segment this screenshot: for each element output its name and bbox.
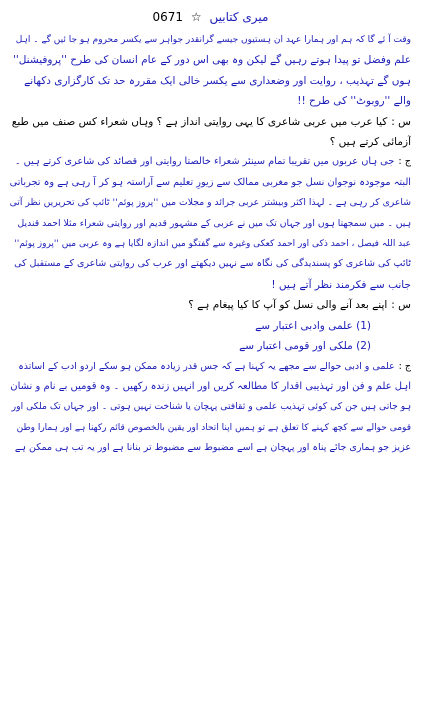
page-number: 0671 (152, 10, 184, 24)
document-body (10, 30, 411, 459)
line-text: ہو جاتی ہیں جن کی کوئی تہذیب علمی و ثقافتی پہچان یا شناخت نہیں ہوتی ۔ اور جہاں تک ملکی اور (11, 401, 411, 413)
text-line (10, 71, 411, 91)
text-line (10, 357, 411, 377)
question-block (10, 112, 411, 153)
text-line (10, 295, 411, 315)
text-line (10, 91, 411, 111)
question-label: س : (391, 115, 411, 128)
answer-block (10, 152, 411, 295)
line-text: کیا عرب میں عربی شاعری کا یہی روایتی انداز ہے ؟ وہاں شعراء کس صنف میں طبع (11, 115, 388, 128)
text-line (10, 132, 411, 152)
line-text: اپنے بعد آنے والی نسل کو آپ کا کیا پیغام ہے ؟ (188, 299, 388, 312)
book-title: میری کتابیں (209, 10, 269, 24)
star-icon: ☆ (190, 10, 202, 24)
text-line (10, 254, 411, 274)
answer-block (10, 357, 411, 459)
text-line (10, 418, 411, 438)
line-text: عزیز جو ہماری جائے پناہ اور پہچان ہے اسے مضبوط سے مضبوط تر بنانا ہے اور یہ تب ہی ممکن ہے (14, 442, 411, 454)
text-line (10, 193, 411, 213)
line-text: (1) علمی وادبی اعتبار سے (255, 319, 371, 332)
answer-label: ج : (398, 156, 411, 168)
question-label: س : (391, 299, 411, 312)
text-line (10, 336, 411, 356)
line-text: (2) ملکی اور قومی اعتبار سے (239, 340, 371, 353)
line-text: ٹائپ کی شاعری کو پسندیدگی کی نگاہ سے نہیں دیکھتے اور عرب کی روایتی شاعری کے مستقبل کی (14, 258, 411, 270)
line-text: علمی و ادبی حوالے سے مجھے یہ کہنا ہے کہ جس قدر زیادہ ممکن ہو سکے اردو ادب کے اساتذہ (18, 360, 395, 372)
option-item (10, 336, 411, 356)
text-line (10, 112, 411, 132)
option-item (10, 316, 411, 336)
text-line (10, 275, 411, 295)
text-line (10, 397, 411, 417)
line-text: ہوں گے تہذیب ، روایت اور وضعداری سے یکسر خالی ایک مقررہ حد تک کارگزاری دکھانے (24, 74, 411, 87)
line-text: والے ''روبوٹ'' کی طرح !! (297, 95, 411, 108)
line-text: عبد اللہ فیصل ، احمد ذکی اور احمد کعکی وغیرہ سے گفتگو میں اندازہ لگایا ہے وہ عربی میں ''پروز پوئم'' (14, 239, 411, 250)
line-text: البتہ موجودہ نوجوان نسل جو مغربی ممالک سے زیورِ تعلیم سے آراستہ ہو کر آ رہی ہے وہ تجرباتی (10, 176, 411, 188)
text-paragraph (10, 30, 411, 112)
line-text: قومی حوالے سے کچھ کہنے کا تعلق ہے تو ہمیں اپنا اتحاد اور یقین بالخصوص قائم رکھنا ہے اور ہمارا وطن (16, 422, 411, 433)
line-text: شاعری کر رہی ہے ۔ لہذا اکثر وبیشتر عربی جرائد و مجلات میں ''پروز پوئم'' ٹائپ کی تحریریں نظر آتی (10, 197, 411, 209)
line-text: جانب سے فکرمند نظر آتے ہیں ! (271, 278, 411, 291)
line-text: وقت آ ئے گا کہ ہم اور ہمارا عہد ان ہستیوں جیسے گرانقدر جواہر سے یکسر محروم ہو جا ئیں گے ۔ اہل (15, 35, 411, 45)
text-line (10, 234, 411, 254)
page-header (10, 8, 411, 26)
text-line (10, 316, 411, 336)
text-line (10, 438, 411, 458)
question-block (10, 295, 411, 315)
line-text: آزمائی کرتے ہیں ؟ (329, 136, 411, 149)
text-line (10, 214, 411, 234)
line-text: اہل علم و فن اور تہذیبی اقدار کا مطالعہ کریں اور انہیں زندہ رکھیں ۔ وہ قومیں بے نام و نشان (10, 380, 411, 392)
line-text: جی ہاں عربوں میں تقریبا تمام سینئر شعراء خالصتا روایتی اور قصائد کی شاعری کرتے ہیں ۔ (14, 156, 395, 168)
line-text: علم وفضل تو پیدا ہوتے رہیں گے لیکن وہ بھی اس دور کے عام انسان کی طرح ''پروفیشنل'' (12, 54, 411, 67)
line-text: ہیں ۔ میں سمجھتا ہوں اور جہاں تک میں نے عربی کے مشہور قدیم اور روایتی شعراء مثلا احمد قندیل (17, 217, 411, 229)
text-line (10, 173, 411, 193)
text-line (10, 50, 411, 70)
text-line (10, 377, 411, 397)
answer-label: ج : (398, 360, 411, 372)
text-line (10, 30, 411, 50)
text-line (10, 152, 411, 172)
